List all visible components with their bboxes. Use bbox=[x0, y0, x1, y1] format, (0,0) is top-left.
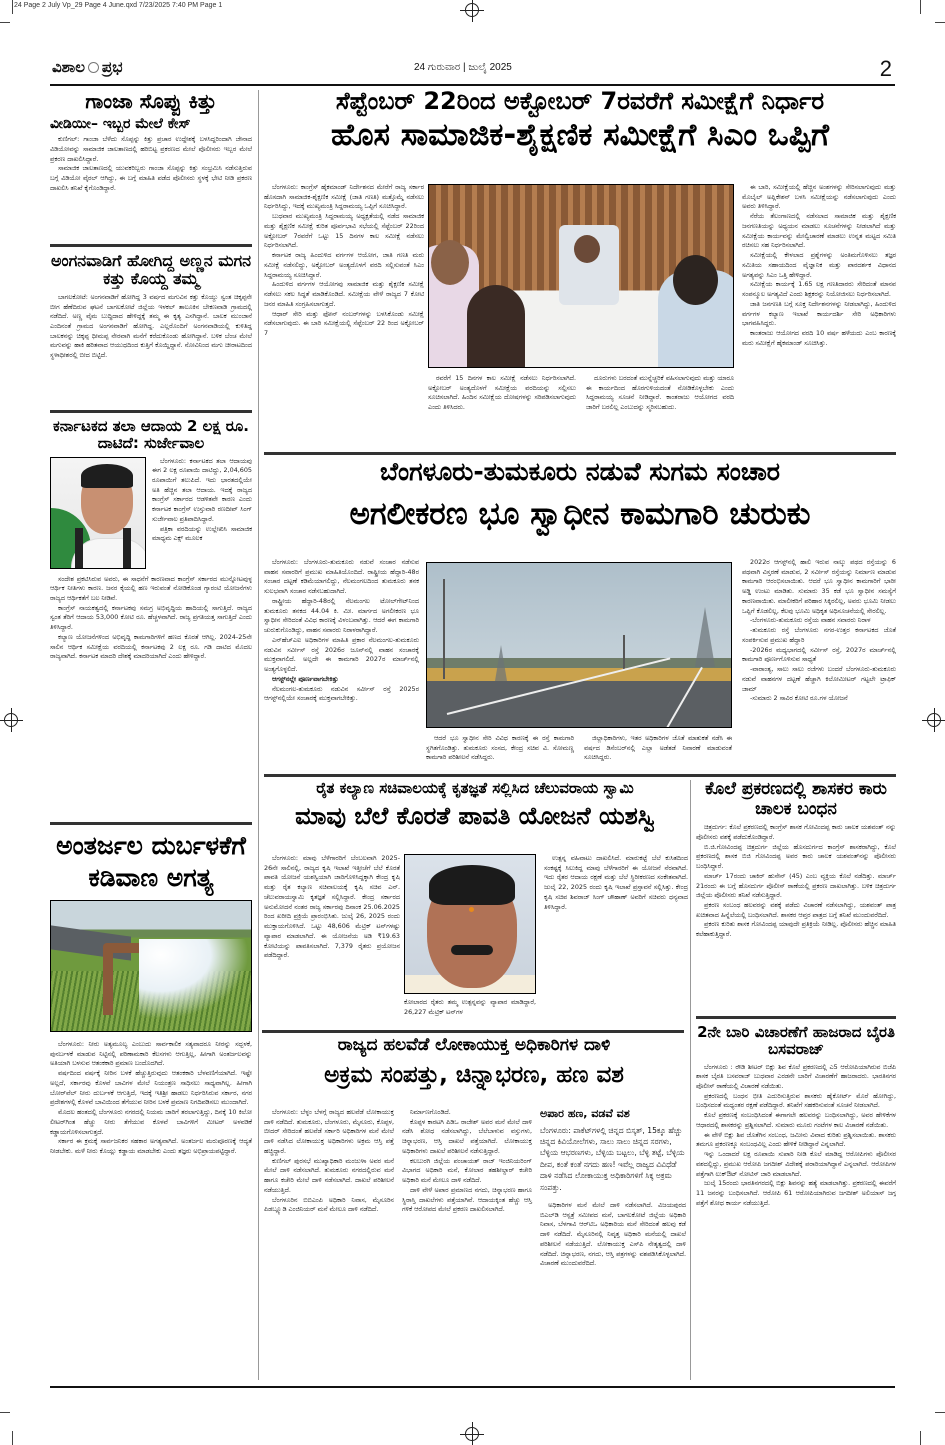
paragraph: ಬೆಂಗಳೂರು: ಬೆಳ್ಳಂ ಬೆಳಗ್ಗೆ ರಾಜ್ಯದ ಹಲವೆಡೆ ಲೋಕಾಯುಕ್ತ ದಾಳಿ ನಡೆದಿದೆ. ತುಮಕೂರು, ಬೆಂಗಳೂರು, ಮೈಸೂರು, ಕೊಪ್ಪಳ, ಬೀದರ್ ಸೇರಿದಂತೆ ಹಲವೆಡೆ ಸರ್ಕಾರಿ ಅಧಿಕಾರಿಗಳ ಮನೆ ಮೇಲೆ ದಾಳಿ ನಡೆಸಿದ ಲೋಕಾಯುಕ್ತ ಅಧಿಕಾರಿಗಳು ಅಕ್ರಮ ಆಸ್ತಿ ಪತ್ತೆ ಹಚ್ಚಿದ್ದಾರೆ. bbox=[264, 1108, 394, 1155]
article-body-col3 bbox=[584, 734, 732, 763]
emblem-icon bbox=[88, 62, 99, 73]
article-body-col1 bbox=[264, 1108, 394, 1215]
paragraph: ರಾಷ್ಟ್ರೀಯ ಹೆದ್ದಾರಿ-48ರಲ್ಲಿ ನೆಲಮಂಗಲ ಟೋಲ್‌ಗೇಟ್‌ನಿಂದ ತುಮಕೂರು ತನಕದ 44.04 ಕಿ. ಮೀ. ಮಾರ್ಗದ ಅಗಲೀಕರಣ ಭೂ ಸ್ವಾಧೀನ ಸೇರಿದಂತೆ ವಿವಿಧ ಕಾರಣಕ್ಕೆ ವಿಳಂಬವಾಗಿತ್ತು. ಆದರೆ ಈಗ ಕಾಮಗಾರಿ ಚುರುಕುಗೊಂಡಿದ್ದು, ವಾಹನ ಸವಾರರು ನಿರಾಳರಾಗಿದ್ದಾರೆ. bbox=[264, 596, 419, 635]
kicker: ರೈತ ಕಲ್ಯಾಣ ಸಚಿವಾಲಯಕ್ಕೆ ಕೃತಜ್ಞತೆ ಸಲ್ಲಿಸಿದ ಚೆಲುವರಾಯ ಸ್ವಾಮಿ bbox=[316, 780, 634, 797]
bullet: -ವಾರಾಂತ್ಯ, ಸಾಲು ಸಾಲು ರಜೆಗಳು ಬಂದರೆ ಬೆಂಗಳೂರು-ತುಮಕೂರು ನಡುವೆ ವಾಹನಗಳ ದಟ್ಟಣೆ ಹೆಚ್ಚಾಗಿ ಕಿಲೋಮೀಟರ್ ಗಟ್ಟಲೇ ಟ್ರಾಫಿಕ್ ಜಾಮ್ bbox=[742, 665, 896, 693]
article-body-side bbox=[152, 457, 252, 545]
registration-mark-icon bbox=[465, 1427, 479, 1441]
article-body bbox=[50, 1040, 252, 1157]
paragraph: ಬಿ.ಜಿ.ಗೋವಿಂದಪ್ಪ ಚಿತ್ರದುರ್ಗ ಜಿಲ್ಲೆಯ ಹೊಸದುರ್ಗದ ಕಾಂಗ್ರೆಸ್ ಶಾಸಕರಾಗಿದ್ದು, ಕೊಲೆ ಪ್ರಕರಣದಲ್ಲಿ ಶಾಸಕ ಬಿಜಿ ಗೋವಿಂದಪ್ಪ ಅವರ ಕಾರು ಚಾಲಕ ಯಶವಂತ್‌ನನ್ನು ಪೊಲೀಸರು ಬಂಧಿಸಿದ್ದಾರೆ. bbox=[696, 842, 896, 871]
story-surjewala bbox=[50, 418, 252, 818]
paragraph: ನೆರೆಯ ತೆಲಂಗಾಣದಲ್ಲಿ ನಡೆಸಲಾದ ಸಾಮಾಜಿಕ ಮತ್ತು ಶೈಕ್ಷಣಿಕ ಜನಗಣತಿಯನ್ನು ಅಧ್ಯಯನ ಮಾಡಲು ಸೂಚನೆಗಳನ್ನು ನೀಡಲಾಗಿದೆ ಮತ್ತು ಸಮೀಕ್ಷೆಯ ಕಾರ್ಯವನ್ನು ಮೇಲ್ವಿಚಾರಣೆ ಮಾಡಲು ಉನ್ನತ ಮಟ್ಟದ ಸಮಿತಿ ರಚಿಸಲು ಸಹ ನಿರ್ಧರಿಸಲಾಗಿದೆ. bbox=[742, 212, 896, 250]
section-rule bbox=[264, 774, 896, 777]
story-survey bbox=[264, 88, 896, 448]
hair-shape bbox=[81, 464, 133, 488]
paragraph: ಬೆಂಗಳೂರು : ರೌಡಿ ಶೀಟರ್ ಬಿಕ್ಲು ಶಿವ ಕೊಲೆ ಪ್ರಕರಣದಲ್ಲಿ ಎ5 ಆರೋಪಿಯಾಗಿರುವ ಬಿಜೆಪಿ ಶಾಸಕ ಬೈರತಿ ಬಸವರಾಜ್ ಬುಧವಾರ ಎರಡನೇ ಬಾರಿಗೆ ವಿಚಾರಣೆಗೆ ಹಾಜರಾದರು. ಭಾರತಿನಗರ ಪೊಲೀಸ್ ಠಾಣೆಯಲ್ಲಿ ವಿಚಾರಣೆ ನಡೆಯಿತು. bbox=[696, 1062, 896, 1090]
paragraph: ಕುಣಿಗಲ್: ಗಾಂಜಾ ಬೆಳೆದು ಸೊಪ್ಪನ್ನು ಕಿತ್ತು ಪ್ರಚಾರ ಉದ್ದೇಶಕ್ಕೆ ಬಳಸಿದ್ದರಿಂದಾಗಿ ಜೇನಾದ ವಿಡಿಯೋವನ್ನು ಸಾಮಾಜಿಕ ಜಾಲತಾಣದಲ್ಲಿ ಹರಿಬಿಟ್ಟ ಪ್ರಕರಣದ ಮೇಲೆ ಪೊಲೀಸರು ಇಬ್ಬರ ಮೇಲೆ ಪ್ರಕರಣ ದಾಖಲಿಸಿದ್ದಾರೆ. bbox=[50, 135, 252, 163]
paragraph: ಆಧಾರ್ ಸೇರಿ ಮತ್ತು ಫೋನ್ ನಂಬರ್‌ಗಳನ್ನು ಬಳಸಿಕೊಂಡು ಸಮೀಕ್ಷೆ ನಡೆಸಲಾಗುವುದು. ಈ ಬಾರಿ ಸಮೀಕ್ಷೆಯಲ್ಲಿ ಸೆಪ್ಟೆಂಬರ್ 22 ರಿಂದ ಅಕ್ಟೋಬರ್ 7 bbox=[264, 309, 424, 338]
paragraph: ಈ ಬಾರಿ, ಸಮೀಕ್ಷೆಯಲ್ಲಿ ಹೆಚ್ಚಿನ ಅಂಶಗಳನ್ನು ಸೇರಿಸಲಾಗುವುದು ಮತ್ತು ಮೊಬೈಲ್ ಅಪ್ಲಿಕೇಶನ್ ಬಳಸಿ ಸಮೀಕ್ಷೆಯನ್ನು ನಡೆಸಲಾಗುವುದು ಎಂದು ಅವರು ತಿಳಿಸಿದ್ದಾರೆ. bbox=[742, 183, 896, 211]
kicker: ಸೆಪ್ಟೆಂಬರ್ 22ರಿಂದ ಅಕ್ಟೋಬರ್ 7ರವರೆಗೆ ಸಮೀಕ್ಷೆಗೆ ನಿರ್ಧಾರ bbox=[335, 88, 825, 115]
page-number: 2 bbox=[879, 56, 892, 81]
paragraph: ಜಾತಿ ಜನಗಣತಿ ಬಗ್ಗೆ ಸೂಕ್ತ ನಿರ್ದೇಶನಗಳನ್ನು ನೀಡಲಾಗಿದ್ದು, ಹಿಂದುಳಿದ ವರ್ಗಗಳ ಕಲ್ಯಾಣ ಇಲಾಖೆ ಕಾರ್ಯದರ್ಶಿ ಸೇರಿ ಅಧಿಕಾರಿಗಳು ಭಾಗವಹಿಸಿದ್ದರು. bbox=[742, 299, 896, 328]
section-rule bbox=[262, 1030, 684, 1033]
print-slug: 24 Page 2 July Vp_29 Page 4 June.qxd 7/23/2025 7:40 PM Page 1 bbox=[14, 2, 223, 9]
paragraph: ನೆಲಮಂಗಲ-ತುಮಕೂರು ನಡುವಿನ ಸರ್ವೀಸ್ ರಸ್ತೆ 2025ರ ಆಗಸ್ಟ್‌ನಲ್ಲಿಯೇ ಸಂಚಾರಕ್ಕೆ ಮುಕ್ತವಾಗಬೇಕಿತ್ತು. bbox=[264, 684, 419, 703]
power-tower-shape bbox=[495, 645, 507, 681]
column-divider bbox=[258, 90, 259, 1380]
story-anganwadi bbox=[50, 252, 252, 402]
surjewala-photo bbox=[50, 457, 146, 569]
lane-marking-shape bbox=[447, 657, 671, 715]
headline: 2ನೇ ಬಾರಿ ವಿಚಾರಣೆಗೆ ಹಾಜರಾದ ಬೈರತಿ ಬಸವರಾಜ್ bbox=[697, 1024, 895, 1059]
paragraph: ಮೊದಲ ಹಂತದಲ್ಲಿ ಬೆಂಗಳೂರು ನಗರದಲ್ಲಿ ನಿಯಮ ಜಾರಿಗೆ ತರಲಾಗುತ್ತಿದ್ದು, ದಿನಕ್ಕೆ 10 ಕಿಲೋ ಲೀಟರ್‌ಗಿಂತ ಹೆಚ್ಚು ನೀರು ತೆಗೆಯುವ ಕೊಳವೆ ಬಾವಿಗಳಿಗೆ ಮೀಟರ್ ಅಳವಡಿಕೆ ಕಡ್ಡಾಯಗೊಳಿಸಲಾಗುತ್ತದೆ. bbox=[50, 1108, 252, 1136]
brand-logo bbox=[52, 58, 122, 76]
section-rule bbox=[50, 822, 252, 825]
paragraph: ಬೆಂಗಳೂರಿನ ಬಿಬಿಎಂಪಿ ಅಧಿಕಾರಿ ನಿವಾಸ, ಮೈಸೂರಿನ ಪಿಡಬ್ಲ್ಯೂಡಿ ಎಂಜಿನಿಯರ್ ಮನೆ ಮೇಲೂ ದಾಳಿ ನಡೆದಿದೆ. bbox=[264, 1195, 394, 1214]
paragraph: ಸಾಮಾಜಿಕ ಜಾಲತಾಣದಲ್ಲಿ ಯುವಕರಿಬ್ಬರು ಗಾಂಜಾ ಸೊಪ್ಪನ್ನು ಕಿತ್ತು ಸಂಭ್ರಮಿಸಿ ನಡೆಸುತ್ತಿರುವ ಬಗ್ಗೆ ವಿಡಿಯೋ ವೈರಲ್ ಆಗಿದ್ದು, ಈ ಬಗ್ಗೆ ಮಾಹಿತಿ ಪಡೆದ ಪೊಲೀಸರು ಸ್ಥಳಕ್ಕೆ ಭೇಟಿ ನೀಡಿ ಪ್ರಕರಣ ದಾಖಲಿಸಿ ತನಿಖೆ ಕೈಗೊಂಡಿದ್ದಾರೆ. bbox=[50, 164, 252, 192]
article-body-col4 bbox=[742, 183, 896, 348]
person-shape bbox=[574, 235, 600, 263]
microphone-icon bbox=[75, 528, 83, 568]
paragraph: ಅಧಿಕಾರಿಗಳ ಮನೆ ಮೇಲೆ ದಾಳಿ ನಡೆಸಲಾಗಿದೆ. ವಿಜಯಪುರದ ಬಿಎಲ್‌ಡಿ ಆಸ್ಪತ್ರೆ ಸಮೀಪದ ಮನೆ, ಬಾಗಲಕೋಟೆ ಜಿಲ್ಲೆಯ ಅಧಿಕಾರಿ ನಿವಾಸ, ಬೆಳಗಾವಿ ಆರ್‌ಟಿಒ ಅಧಿಕಾರಿಯ ಮನೆ ಸೇರಿದಂತೆ ಹಲವು ಕಡೆ ದಾಳಿ ನಡೆದಿದೆ. ಮೈಸೂರಿನಲ್ಲಿ ನಿವೃತ್ತ ಅಧಿಕಾರಿ ಮನೆಯಲ್ಲಿ ದಾಖಲೆ ಪರಿಶೀಲನೆ ನಡೆಯುತ್ತಿದೆ. ಲೋಕಾಯುಕ್ತ ಎಸ್‌ಪಿ ನೇತೃತ್ವದಲ್ಲಿ ದಾಳಿ ನಡೆದಿದೆ. ಚಿನ್ನಾಭರಣ, ನಗದು, ಆಸ್ತಿ ಪತ್ರಗಳನ್ನು ವಶಪಡಿಸಿಕೊಳ್ಳಲಾಗಿದೆ. ವಿಚಾರಣೆ ಮುಂದುವರೆದಿದೆ. bbox=[540, 1200, 686, 1268]
paragraph: ಆಗಸ್ಟ್‌ನಲ್ಲೇ ಪೂರ್ಣವಾಗಬೇಕಿತ್ತು bbox=[272, 674, 339, 683]
article-body bbox=[696, 1063, 896, 1209]
section-rule bbox=[696, 1016, 896, 1019]
paragraph: ಬೆಂಗಳೂರು: ಮಾವು ಬೆಳೆಗಾರರಿಗೆ ಬೆಂಬಲವಾಗಿ 2025-26ನೇ ಸಾಲಿನಲ್ಲಿ, ರಾಜ್ಯದ ಕೃಷಿ ಇಲಾಖೆ ಇತ್ತೀಚೆಗೆ ಬೆಲೆ ಕೊರತೆ ಪಾವತಿ ಯೋಜನೆ ಯಶಸ್ವಿಯಾಗಿ ಜಾರಿಗೊಳಿಸಿದ್ದಕ್ಕಾಗಿ ಕೇಂದ್ರ ಕೃಷಿ ಮತ್ತು ರೈತ ಕಲ್ಯಾಣ ಸಚಿವಾಲಯಕ್ಕೆ ಕೃಷಿ ಸಚಿವ ಎನ್. ಚೆಲುವರಾಯಸ್ವಾಮಿ ಕೃತಜ್ಞತೆ ಸಲ್ಲಿಸಿದ್ದಾರೆ. ಕೇಂದ್ರ ಸರ್ಕಾರದ ಅನುಮೋದನೆ ನಂತರ ರಾಜ್ಯ ಸರ್ಕಾರವು ದಿನಾಂಕ 25.06.2025 ರಿಂದ ಖರೀದಿ ಪ್ರಕ್ರಿಯೆ ಪ್ರಾರಂಭಿಸಿತು. ಜುಲೈ 26, 2025 ರಂದು ಮುಕ್ತಾಯಗೊಳಿಸಿದೆ. ಒಟ್ಟು 48,606 ಮೆಟ್ರಿಕ್ ಟನ್‌ಗಳಷ್ಟು ವ್ಯಾಪಾರ ಮಾಡಲಾಗಿದೆ. ಈ ಯೋಜನೆಯ ಅಡಿ ₹19.63 ಕೋಟಿಯನ್ನು ಪಾವತಿಸಲಾಗಿದೆ. 7,379 ರೈತರು ಪ್ರಯೋಜನ ಪಡೆದಿದ್ದಾರೆ. bbox=[264, 854, 400, 960]
headline: ಹೊಸ ಸಾಮಾಜಿಕ-ಶೈಕ್ಷಣಿಕ ಸಮೀಕ್ಷೆಗೆ ಸಿಎಂ ಒಪ್ಪಿಗೆ bbox=[331, 116, 829, 153]
cm-meeting-photo bbox=[428, 184, 734, 368]
paragraph: ದಾಳಿ ವೇಳೆ ಅಪಾರ ಪ್ರಮಾಣದ ನಗದು, ಚಿನ್ನಾಭರಣ ಹಾಗೂ ಸ್ಥಿರಾಸ್ತಿ ದಾಖಲೆಗಳು ಪತ್ತೆಯಾಗಿವೆ. ಆದಾಯಕ್ಕಿಂತ ಹೆಚ್ಚು ಆಸ್ತಿ ಗಳಿಕೆ ಆರೋಪದ ಮೇಲೆ ಪ್ರಕರಣ ದಾಖಲಿಸಲಾಗಿದೆ. bbox=[402, 1185, 532, 1214]
story-ganja bbox=[50, 90, 252, 238]
paragraph: ಕಲ್ಯಾಣ ಯೋಜನೆಗಳಿಂದ ಅಭಿವೃದ್ಧಿ ಕಾಮಗಾರಿಗಳಿಗೆ ಹಣದ ಕೊರತೆ ಆಗಿಲ್ಲ. 2024-25ನೇ ಸಾಲಿನ ಆರ್ಥಿಕ ಸಮೀಕ್ಷೆಯ ವರದಿಯಲ್ಲಿ ಕರ್ನಾಟಕವು 2 ಲಕ್ಷ ರೂ. ಗಡಿ ದಾಟಿದ ಮೊದಲ ರಾಜ್ಯವಾಗಿದೆ. ಕರ್ನಾಟಕ ಮಾದರಿ ದೇಶಕ್ಕೆ ಮಾದರಿಯಾಗಿದೆ ಎಂದು ಹೇಳಿದ್ದಾರೆ. bbox=[50, 632, 252, 661]
paragraph: ಬುಧವಾರ ಮುಖ್ಯಮಂತ್ರಿ ಸಿದ್ದರಾಮಯ್ಯ ಅಧ್ಯಕ್ಷತೆಯಲ್ಲಿ ನಡೆದ ಸಾಮಾಜಿಕ ಮತ್ತು ಶೈಕ್ಷಣಿಕ ಸಮೀಕ್ಷೆ ಕುರಿತ ಪೂರ್ವಭಾವಿ ಸಭೆಯಲ್ಲಿ ಸೆಪ್ಟೆಂಬರ್ 22ರಿಂದ ಅಕ್ಟೋಬರ್ 7ರವರೆಗೆ ಒಟ್ಟು 15 ದಿನಗಳ ಕಾಲ ಸಮೀಕ್ಷೆ ನಡೆಸಲು ನಿರ್ಧರಿಸಲಾಗಿದೆ. bbox=[264, 212, 424, 250]
top-rule bbox=[50, 84, 895, 86]
paragraph: ಉತ್ಪನ್ನ ವಹಿವಾಟು ದಾಖಲಿಸಿದೆ. ಮಾರುಕಟ್ಟೆ ಬೆಲೆ ಕುಸಿತದಿಂದ ಸಂಕಷ್ಟಕ್ಕೆ ಸಿಲುಕಿದ್ದ ಮಾವು ಬೆಳೆಗಾರರಿಗೆ ಈ ಯೋಜನೆ ನೆರವಾಗಿದೆ. ಇದು ರೈತರ ಆದಾಯ ರಕ್ಷಣೆ ಮತ್ತು ಬೆಲೆ ಸ್ಥಿರೀಕರಣದ ಸಂಕೇತವಾಗಿದೆ. ಜುಲೈ 22, 2025 ರಂದು ಕೃಷಿ ಇಲಾಖೆ ಪ್ರಸ್ತಾವನೆ ಸಲ್ಲಿಸಿತ್ತು. ಕೇಂದ್ರ ಕೃಷಿ ಸಚಿವ ಶಿವರಾಜ್ ಸಿಂಗ್ ಚೌಹಾಣ್ ಅವರಿಗೆ ಸಚಿವರು ಧನ್ಯವಾದ ತಿಳಿಸಿದ್ದಾರೆ. bbox=[544, 854, 688, 911]
article-body-col2 bbox=[426, 734, 574, 763]
paragraph: ಬೆಂಗಳೂರು: ನೀರು ಅತ್ಯಮೂಲ್ಯ ಎಂಬುದು ಸಾರ್ವಕಾಲಿಕ ಸತ್ಯವಾದರೂ ನೀರನ್ನು ಸದ್ಬಳಕೆ, ಪುನರ್ಬಳಕೆ ಮಾಡುವ ನಿಟ್ಟಿನಲ್ಲಿ ಪರಿಣಾಮಕಾರಿ ಕೆಲಸಗಳು ಆಗುತ್ತಿಲ್ಲ, ಹೀಗಾಗಿ ಅಂತರ್ಜಲವನ್ನು ಅತಿಯಾಗಿ ಬಳಸುವ ಆತಂಕಕಾರಿ ಪ್ರಮಾಣ ಬಂದೊದಗಿದೆ. bbox=[50, 1040, 252, 1068]
paragraph: ಕಾಂತರಾಜು ಆಯೋಗದ ವರದಿ 10 ವರ್ಷ ಹಳೆಯದು ಎಂಬ ಕಾರಣಕ್ಕೆ ಮರು ಸಮೀಕ್ಷೆಗೆ ಹೈಕಮಾಂಡ್ ಸೂಚಿಸಿತ್ತು. bbox=[742, 329, 896, 347]
water-shape bbox=[139, 939, 249, 1019]
paragraph: 2022ರ ಆಗಸ್ಟ್‌ನಲ್ಲಿ ಹಾಲಿ ಇರುವ ನಾಲ್ಕು ಪಥದ ರಸ್ತೆಯನ್ನು 6 ಪಥವಾಗಿ ವಿಸ್ತರಣೆ ಮಾಡುವ, 2 ಸರ್ವೀಸ್ ರಸ್ತೆಯನ್ನು ನಿರ್ಮಾಣ ಮಾಡುವ ಕಾಮಗಾರಿ ಆರಂಭಿಸಲಾಯಿತು. ಆದರೆ ಭೂ ಸ್ವಾಧೀನ ಕಾಮಗಾರಿಗೆ ಭಾರೀ ಅಡ್ಡಿ ಉಂಟು ಮಾಡಿತು. ಸುಮಾರು 35 ಕಡೆ ಭೂ ಸ್ವಾಧೀನ ಸಮಸ್ಯೆಗೆ ಕಾರಣವಾಯಿತು. ಮಾಲೀಕರಿಗೆ ಪರಿಹಾರ ಸಿಕ್ಕಿರಲಿಲ್ಲ, ಅವರು ಭೂಮಿ ನೀಡಲು ಒಪ್ಪಿಗೆ ಕೊಡಲಿಲ್ಲ, ಕೆಲವು ಭೂಮಿ ಅಧಿಕೃತ ಅಧಿಸೂಚನೆಯಲ್ಲಿ ಸೇರಲಿಲ್ಲ. bbox=[742, 558, 896, 615]
photo-block bbox=[50, 900, 252, 1040]
paragraph: ಪ್ರಕರಣ ಸಂಬಂಧ ಹಲವರನ್ನು ವಶಕ್ಕೆ ಪಡೆದು ವಿಚಾರಣೆ ನಡೆಸಲಾಗಿದ್ದು, ಯಶವಂತ್ ಪಾತ್ರ ಖಚಿತವಾದ ಹಿನ್ನೆಲೆಯಲ್ಲಿ ಬಂಧಿಸಲಾಗಿದೆ. ಶಾಸಕರ ಆಪ್ತರ ಪಾತ್ರದ ಬಗ್ಗೆ ತನಿಖೆ ಮುಂದುವರೆದಿದೆ. bbox=[696, 900, 896, 919]
power-tower-shape bbox=[695, 607, 715, 667]
article-body-col3 bbox=[586, 374, 734, 413]
subheadline: ವೀಡಿಯೀ– ಇಬ್ಬರ ಮೇಲೆ ಕೇಸ್ bbox=[50, 116, 191, 132]
bullet: -ತುಮಕೂರು ರಸ್ತೆ ಬೆಂಗಳೂರು ನಗರ-ಉತ್ತರ ಕರ್ನಾಟಕದ ಜೊತೆ ಸಂಪರ್ಕಿಸುವ ಪ್ರಮುಖ ಹೆದ್ದಾರಿ bbox=[742, 626, 896, 644]
pipe-shape bbox=[103, 947, 113, 1015]
paragraph: ಕಲಬುರಗಿ ಜಿಲ್ಲೆಯ ಪಂಚಾಯತ್ ರಾಜ್ ಇಂಜಿನಿಯರಿಂಗ್ ವಿಭಾಗದ ಅಧಿಕಾರಿ ಮನೆ, ಕೋಲಾರ ತಹಶೀಲ್ದಾರ್ ಕಚೇರಿ ಅಧಿಕಾರಿ ಮನೆ ಮೇಲೂ ದಾಳಿ ನಡೆದಿದೆ. bbox=[402, 1156, 532, 1185]
paragraph: ಕೊಪ್ಪಳ ಕಾರಟಗಿ ಪಿಡಿಒ ರಾಜೇಶ್ ಅವರ ಮನೆ ಮೇಲೆ ದಾಳಿ ನಡೆಸಿ ಶೋಧ ನಡೆಸಲಾಗಿದ್ದು, ಬೆಲೆಬಾಳುವ ವಸ್ತುಗಳು, ಚಿನ್ನಾಭರಣ, ಆಸ್ತಿ ದಾಖಲೆ ಪತ್ತೆಯಾಗಿದೆ. ಲೋಕಾಯುಕ್ತ ಅಧಿಕಾರಿಗಳು ದಾಖಲೆ ಪರಿಶೀಲನೆ ನಡೆಸುತ್ತಿದ್ದಾರೆ. bbox=[402, 1117, 532, 1155]
paragraph: ಪ್ರಕರಣದಲ್ಲಿ ಬಂಧನ ಭೀತಿ ಎದುರಿಸುತ್ತಿರುವ ಶಾಸಕರು ಹೈಕೋರ್ಟ್ ಮೊರೆ ಹೋಗಿದ್ದು, ಬಂಧಿಸದಂತೆ ಮಧ್ಯಂತರ ರಕ್ಷಣೆ ಪಡೆದಿದ್ದಾರೆ. ತನಿಖೆಗೆ ಸಹಕರಿಸುವಂತೆ ಸೂಚನೆ ನೀಡಲಾಗಿದೆ. bbox=[696, 1091, 896, 1110]
headline: ಅಗಲೀಕರಣ ಭೂ ಸ್ವಾಧೀನ ಕಾಮಗಾರಿ ಚುರುಕು bbox=[349, 495, 811, 532]
paragraph: ಈ ವೇಳೆ ಬಿಕ್ಲು ಶಿವ ಜೊತೆಗಿನ ಸಂಬಂಧ, ಜಮೀನು ವಿವಾದ ಕುರಿತು ಪ್ರಶ್ನಿಸಲಾಯಿತು. ಶಾಸಕರು ತಮಗೂ ಪ್ರಕರಣಕ್ಕೂ ಸಂಬಂಧವಿಲ್ಲ ಎಂದು ಹೇಳಿಕೆ ನೀಡಿದ್ದಾರೆ ಎನ್ನಲಾಗಿದೆ. bbox=[696, 1130, 896, 1149]
paragraph: ಹಿಂದುಳಿದ ವರ್ಗಗಳ ಆಯೋಗವು ಸಾಮಾಜಿಕ ಮತ್ತು ಶೈಕ್ಷಣಿಕ ಸಮೀಕ್ಷೆ ನಡೆಸಲು ಸಕಲ ಸಿದ್ಧತೆ ಮಾಡಿಕೊಂಡಿದೆ. ಸಮೀಕ್ಷೆಯ ವೇಳೆ ರಾಜ್ಯದ 7 ಕೋಟಿ ಜನರ ಮಾಹಿತಿ ಸಂಗ್ರಹಿಸಲಾಗುತ್ತದೆ. bbox=[264, 280, 424, 308]
paragraph: ಆದರೆ ಭೂ ಸ್ವಾಧೀನ ಸೇರಿ ವಿವಿಧ ಕಾರಣಕ್ಕೆ ಈ ರಸ್ತೆ ಕಾಮಗಾರಿ ಸ್ಥಗಿತಗೊಂಡಿತ್ತು. ತುಮಕೂರು ಸಂಸದ, ಕೇಂದ್ರ ಸಚಿವ ವಿ. ಸೋಮಣ್ಣ ಕಾಮಗಾರಿ ಪರಿಶೀಲನೆ ನಡೆಸಿದ್ದರು. bbox=[426, 734, 574, 762]
story-road bbox=[264, 458, 896, 768]
paragraph: ಜಿಲ್ಲಾಧಿಕಾರಿಗಳು, ಇತರ ಅಧಿಕಾರಿಗಳ ಜೊತೆ ಮಾತುಕತೆ ನಡೆಸಿ ಈ ವರ್ಷದ ಡಿಸೆಂಬರ್‌ನಲ್ಲಿ ಎಲ್ಲಾ ಅಡೆತಡೆ ನಿವಾರಣೆ ಮಾಡುವಂತೆ ಸೂಚಿಸಿದ್ದರು. bbox=[584, 734, 732, 762]
registration-mark-icon bbox=[4, 713, 18, 727]
paragraph: ಕರ್ನಾಟಕ ರಾಜ್ಯ ಹಿಂದುಳಿದ ವರ್ಗಗಳ ಆಯೋಗ, ಜಾತಿ ಗಣತಿ ಮರು ಸಮೀಕ್ಷೆ ನಡೆಸಲಿದ್ದು, ಅಕ್ಟೋಬರ್ ಅಂತ್ಯದೊಳಗೆ ವರದಿ ಸಲ್ಲಿಸುವಂತೆ ಸಿಎಂ ಸಿದ್ದರಾಮಯ್ಯ ಸೂಚಿಸಿದ್ದಾರೆ. bbox=[264, 251, 424, 279]
article-body bbox=[50, 575, 252, 663]
article-body-col3 bbox=[540, 1201, 686, 1269]
article-body-col2 bbox=[402, 1108, 532, 1215]
crop-mark bbox=[935, 22, 945, 23]
crop-mark bbox=[935, 1412, 945, 1413]
article-body-col1 bbox=[264, 558, 419, 704]
bullet: -ಬೆಂಗಳೂರು-ತುಮಕೂರು ರಸ್ತೆಯ ವಾಹನ ಸವಾರರು ನಿರಾಳ bbox=[750, 616, 871, 625]
tilak-shape bbox=[469, 907, 474, 912]
article-body-col3 bbox=[544, 854, 688, 912]
pipe-shape bbox=[103, 943, 143, 953]
article-body-col2 bbox=[428, 374, 576, 413]
crop-mark bbox=[0, 22, 10, 23]
paragraph: ಬಾಗಲಕೋಟೆ: ಅಂಗನವಾಡಿಗೆ ಹೋಗಿದ್ದ 3 ವರ್ಷದ ಮಗುವಿನ ಕತ್ತು ಕೊಯ್ದು ಸ್ವಂತ ಚಿಕ್ಕಪ್ಪನೇ ಬೀಗ ಹೆಣೆದಿರುವ ಘಟನೆ ಬಾಗಲಕೋಟೆ ಜಿಲ್ಲೆಯ ಇಳಕಲ್ ತಾಲೂಕಿನ ಬೇಕಣವಾಡಿ ಗ್ರಾಮದಲ್ಲಿ ನಡೆದಿದೆ. ಅಣ್ಣ ವೈಮ ಬುದ್ಧಿದಾದ ಹೇಳಿದ್ದಕ್ಕೆ ತಮ್ಮ ಈ ಕೃತ್ಯ ಎಸಗಿದ್ದಾನೆ. ಬಾಲಕ ಮುಂಜಾನೆ ಎಂದಿನಂತೆ ಗ್ರಾಮದ ಅಂಗನವಾಡಿಗೆ ಹೋಗಿದ್ದ. ಎಲ್ಲರೊಂದಿಗೆ ಅಂಗನವಾಡಿಯಲ್ಲಿ ಕುಳಿತಿದ್ದ ಬಾಲಕನನ್ನು ಚಿಕ್ಕಪ್ಪ ಧೀಮಪ್ಪ ನೇರವಾಗಿ ಮನೆಗೆ ಕರೆದುಕೊಂಡು ಹೋಗಿದ್ದಾನೆ. ಬಳಿಕ ಬೆಂಚ ಮೇಲೆ ಮಗುವನ್ನು ಹಾಕಿ ಹರಿತವಾದ ಆಯುಧದಿಂದ ಕುತ್ತಿಗೆ ಕೊಯ್ದಿದ್ದಾನೆ. ನೋವಿನಿಂದ ಮಗು ಚೀರಾಟದಿಂದ ಸ್ಥಳಾಧೀಶರಲ್ಲಿ ಬೀದ ಬಿಟ್ಟಿದೆ. bbox=[50, 292, 252, 360]
paragraph: ಕೊಲೆ ಪ್ರಕರಣಕ್ಕೆ ಸಂಬಂಧಿಸಿದಂತೆ ಈಗಾಗಲೇ ಹಲವರನ್ನು ಬಂಧಿಸಲಾಗಿದ್ದು, ಅವರ ಹೇಳಿಕೆಗಳ ಆಧಾರದಲ್ಲಿ ಶಾಸಕರನ್ನು ಪ್ರಶ್ನಿಸಲಾಗಿದೆ. ಸುಮಾರು ಮೂರು ಗಂಟೆಗಳ ಕಾಲ ವಿಚಾರಣೆ ನಡೆಯಿತು. bbox=[696, 1111, 896, 1129]
headline: ಗಾಂಜಾ ಸೊಪ್ಪು ಕಿತ್ತು bbox=[85, 90, 217, 113]
crop-mark bbox=[920, 1431, 921, 1445]
headline: ಕರ್ನಾಟಕದ ತಲಾ ಆದಾಯ 2 ಲಕ್ಷ ರೂ. ದಾಟಿದೆ: ಸುರ್ಜೇವಾಲ bbox=[53, 418, 249, 453]
article-body-col4 bbox=[742, 558, 896, 704]
moustache-shape bbox=[451, 945, 493, 955]
section-rule bbox=[264, 452, 896, 455]
sidebar-box bbox=[540, 1108, 686, 1269]
headline: ಅಂಗನವಾಡಿಗೆ ಹೋಗಿದ್ದ ಅಣ್ಣನ ಮಗನ ಕತ್ತು ಕೊಯ್ದ ತಮ್ಮ bbox=[50, 252, 252, 289]
paragraph: ಸರ್ಕಾರ ಈ ಕ್ರಮಕ್ಕೆ ಸಾರ್ವಜನಿಕರ ಸಹಕಾರ ಅಗತ್ಯವಾಗಿದೆ. ಅಂತರ್ಜಲ ಮರುಪೂರಣಕ್ಕೆ ಆದ್ಯತೆ ನೀಡಬೇಕು. ಮಳೆ ನೀರು ಕೊಯ್ಲು ಕಡ್ಡಾಯ ಮಾಡಬೇಕು ಎಂದು ತಜ್ಞರು ಅಭಿಪ್ರಾಯಪಟ್ಟಿದ್ದಾರೆ. bbox=[50, 1137, 252, 1156]
photo-caption: ಕೋಲಾರದ ರೈತರು ತಮ್ಮ ಉತ್ಪನ್ನವನ್ನು ವ್ಯಾಪಾರ ಮಾಡಿದ್ದಾರೆ, 26,227 ಮೆಟ್ರಿಕ್ ಟನ್‌ಗಳ bbox=[404, 998, 536, 1016]
bullet: -2026ರ ಮಧ್ಯಭಾಗದಲ್ಲಿ ಸರ್ವೀಸ್ ರಸ್ತೆ, 2027ರ ಮಾರ್ಚ್‌ನಲ್ಲಿ ಕಾಮಗಾರಿ ಪೂರ್ಣಗೊಳಿಸುವ ಸಾಧ್ಯತೆ bbox=[742, 645, 896, 664]
paragraph: ವರ್ಷದಿಂದ ವರ್ಷಕ್ಕೆ ನೀರಿನ ಬಳಕೆ ಹೆಚ್ಚುತ್ತಿರುವುದು ಆತಂಕಕಾರಿ ಬೆಳವಣಿಗೆಯಾಗಿದೆ. ಇಷ್ಟೇ ಅಲ್ಲದೆ, ಸರ್ಕಾರವು ಕೊಳವೆ ಬಾವಿಗಳ ಮೇಲೆ ನಿಯಂತ್ರಣ ಸಾಧಿಸಲು ಸಾಧ್ಯವಾಗಿಲ್ಲ. ಹೀಗಾಗಿ ಬೋರ್‌ವೆಲ್ ನೀರು ದುರ್ಬಳಕೆ ಆಗುತ್ತಿದೆ, ಇದಕ್ಕೆ ಇತಿಶ್ರೀ ಹಾಡಲು ನಿರ್ಧರಿಸಿರುವ ಸರ್ಕಾರ, ನಗರ ಪ್ರದೇಶಗಳಲ್ಲಿ ಕೊಳವೆ ಬಾವಿಯಿಂದ ತೆಗೆಯುವ ನೀರಿನ ಬಳಕೆ ಪ್ರಮಾಣ ನಿಗದಿಪಡಿಸಲು ಮುಂದಾಗಿದೆ. bbox=[50, 1069, 252, 1107]
lead-block bbox=[50, 457, 252, 575]
paragraph: ಇನ್ನು ಒಂದಾದರೆ ಲಕ್ಷ ರೂಪಾಯಿ ಸುಪಾರಿ ನೀಡಿ ಕೊಲೆ ಮಾಡಿದ್ದ ಆರೋಪಿಗಳು ಪೊಲೀಸರ ವಶದಲ್ಲಿದ್ದು, ಪ್ರಮುಖ ಆರೋಪಿ ಜಗದೀಶ್ ವಿದೇಶಕ್ಕೆ ಪರಾರಿಯಾಗಿದ್ದಾನೆ ಎನ್ನಲಾಗಿದೆ. ಆರೋಪಿಗಳ ಪತ್ತೆಗಾಗಿ ಲುಕ್‌ಔಟ್ ನೋಟಿಸ್ ಜಾರಿ ಮಾಡಲಾಗಿದೆ. bbox=[696, 1150, 896, 1178]
paragraph: ರವರೆಗೆ 15 ದಿನಗಳ ಕಾಲ ಸಮೀಕ್ಷೆ ನಡೆಸಲು ನಿರ್ಧರಿಸಲಾಗಿದೆ. ಅಕ್ಟೋಬರ್ ಅಂತ್ಯದೊಳಗೆ ಸಮೀಕ್ಷೆಯ ವರದಿಯನ್ನು ಸಲ್ಲಿಸಲು ಸೂಚಿಸಲಾಗಿದೆ. ಹಿಂದಿನ ಸಮೀಕ್ಷೆಯ ದೋಷಗಳನ್ನು ಸರಿಪಡಿಸಲಾಗುವುದು ಎಂದು ತಿಳಿಸಿದರು. bbox=[428, 374, 576, 412]
article-body-col1 bbox=[264, 183, 424, 339]
story-kole bbox=[696, 780, 896, 1008]
bottom-rule bbox=[50, 1386, 895, 1388]
article-body bbox=[50, 293, 252, 361]
section-rule bbox=[50, 244, 252, 247]
article-body bbox=[696, 823, 896, 940]
person-shape bbox=[431, 240, 469, 285]
section-rule bbox=[50, 410, 252, 413]
paragraph: ದೂರುಗಳು ಬರದಂತೆ ಮುನ್ನೆಚ್ಚರಿಕೆ ವಹಿಸಲಾಗುವುದು ಮತ್ತು ಯಾರೂ ಈ ಕಾರ್ಯದಿಂದ ಹೊರಗುಳಿಯದಂತೆ ನೋಡಿಕೊಳ್ಳಬೇಕು ಎಂದು ಸಿದ್ದರಾಮಯ್ಯ ಸೂಚನೆ ನೀಡಿದ್ದಾರೆ. ಕಾಂತರಾಜು ಆಯೋಗದ ವರದಿ ಜಾರಿಗೆ ಬರಲಿಲ್ಲ ಎಂಬುದನ್ನು ಸ್ಮರಿಸಬಹುದು. bbox=[586, 374, 734, 412]
story-mango bbox=[262, 780, 688, 1020]
person-shape bbox=[673, 255, 718, 305]
paragraph: ಪತ್ರಿಕಾ ವರದಿಯನ್ನು ಉಲ್ಲೇಖಿಸಿ ಸಾಮಾಜಿಕ ಮಾಧ್ಯಮ ಎಕ್ಸ್ ಮೂಲಕ bbox=[152, 524, 252, 543]
paragraph: ಜುಲೈ 15ರಂದು ಭಾರತಿನಗರದಲ್ಲಿ ಬಿಕ್ಲು ಶಿವನನ್ನು ಹತ್ಯೆ ಮಾಡಲಾಗಿತ್ತು. ಪ್ರಕರಣದಲ್ಲಿ ಈವರೆಗೆ 11 ಜನರನ್ನು ಬಂಧಿಸಲಾಗಿದೆ. ಆರೋಪಿ 61 ಆರೋಪಿಯಾಗಿರುವ ಜಗದೀಶ್ ಅಲಿಯಾಸ್ ಜಗ್ಗ ಪತ್ತೆಗೆ ಶೋಧ ಕಾರ್ಯ ನಡೆಯುತ್ತಿದೆ. bbox=[696, 1179, 896, 1207]
box-title: ಅಪಾರ ಹಣ, ವಡವೆ ವಶ bbox=[540, 1107, 630, 1120]
headline: ಅಂತರ್ಜಲ ದುರ್ಬಳಕೆಗೆ ಕಡಿವಾಣ ಅಗತ್ಯ bbox=[56, 831, 246, 892]
story-byrathi bbox=[696, 1024, 896, 1382]
light-pole-shape bbox=[623, 635, 625, 669]
paragraph: ಎನ್‌ಹೆಚ್‌ಎಐ ಅಧಿಕಾರಿಗಳ ಮಾಹಿತಿ ಪ್ರಕಾರ ನೆಲಮಂಗಲ-ತುಮಕೂರು ನಡುವಿನ ಸರ್ವೀಸ್ ರಸ್ತೆ 2026ರ ಜೂನ್‌ನಲ್ಲಿ ವಾಹನ ಸಂಚಾರಕ್ಕೆ ಮುಕ್ತವಾಗಲಿದೆ. ಅಲ್ಲದೇ ಈ ಕಾಮಗಾರಿ 2027ರ ಮಾರ್ಚ್‌ನಲ್ಲಿ ಅಂತ್ಯಗೊಳ್ಳಲಿದೆ. bbox=[264, 635, 419, 674]
registration-mark-icon bbox=[927, 713, 941, 727]
paragraph: ಕುಣಿಗಲ್ ಪುರಸಭೆ ಮುಖ್ಯಾಧಿಕಾರಿ ಮಂಜುಳಾ ಅವರ ಮನೆ ಮೇಲೆ ದಾಳಿ ನಡೆಸಲಾಗಿದೆ. ತುಮಕೂರು ನಗರದಲ್ಲಿರುವ ಮನೆ ಹಾಗೂ ಕಚೇರಿ ಮೇಲೆ ದಾಳಿ ನಡೆಸಲಾಗಿದೆ. ದಾಖಲೆ ಪರಿಶೀಲನೆ ನಡೆಯುತ್ತಿದೆ. bbox=[264, 1156, 394, 1194]
kicker: ರಾಜ್ಯದ ಹಲವೆಡೆ ಲೋಕಾಯುಕ್ತ ಅಧಿಕಾರಿಗಳ ದಾಳಿ bbox=[337, 1036, 611, 1055]
paragraph: ಕಾಂಗ್ರೆಸ್ ನಾಯಕತ್ವದಲ್ಲಿ ಕರ್ನಾಟಕವು ಸಮಗ್ರ ಅಭಿವೃದ್ಧಿಯ ಹಾದಿಯಲ್ಲಿ ಸಾಗುತ್ತಿದೆ. ರಾಜ್ಯದ ಸ್ವಂತ ತೆರಿಗೆ ಆದಾಯ 53,000 ಕೋಟಿ ರೂ. ಹೆಚ್ಚಳವಾಗಿದೆ. ರಾಜ್ಯ ಪ್ರಗತಿಯತ್ತ ಸಾಗುತ್ತಿದೆ ಎಂದು ತಿಳಿಸಿದ್ದಾರೆ. bbox=[50, 603, 252, 632]
light-pole-shape bbox=[443, 579, 445, 679]
box-text: ಬೆಂಗಳೂರು: ಪಾಕೆಟ್‌ಗಳಲ್ಲಿ ಚಿನ್ನದ ಬಿಸ್ಕತ್, 15ಕ್ಕೂ ಹೆಚ್ಚು ಚಿನ್ನದ ಕಿವಿಯೋಲೆಗಳು, ಸಾಲು ಸಾಲು ಚಿನ್ನದ ಸರಗಳು, ಬೆಳ್ಳಿಯ ಆಭರಣಗಳು, ಬೆಳ್ಳಿಯ ಬಟ್ಟಲು, ಬೆಳ್ಳಿ ತಟ್ಟೆ, ಬೆಳ್ಳಿಯ ದೀಪ, ಕಂತೆ ಕಂತೆ ನಗದು ಹಣ! ಇವೆಲ್ಲ ರಾಜ್ಯದ ವಿವಿಧೆಡೆ ದಾಳಿ ನಡೆಸಿದ ಲೋಕಾಯುಕ್ತ ಅಧಿಕಾರಿಗಳಿಗೆ ಸಿಕ್ಕ ಅಕ್ರಮ ಸಂಪತ್ತು. bbox=[540, 1125, 685, 1192]
headline: ಅಕ್ರಮ ಸಂಪತ್ತು, ಚಿನ್ನಾಭರಣ, ಹಣ ವಶ bbox=[324, 1061, 624, 1088]
minister-photo bbox=[404, 854, 536, 994]
highway-photo bbox=[426, 562, 732, 728]
paragraph: ಸಂದೇಶ ಪ್ರಕಟಿಸಿರುವ ಅವರು, ಈ ಸಾಧನೆಗೆ ಕಾರಣವಾದ ಕಾಂಗ್ರೆಸ್ ಸರ್ಕಾರದ ಮುನ್ನೋಟವುಳ್ಳ ಆರ್ಥಿಕ ನೀತಿಗಳು ಕಾರಣ. ಜನರ ಕೈಯಲ್ಲಿ ಹಣ ಇರುವಂತೆ ನೋಡಿಕೊಂಡ ಗ್ಯಾರಂಟಿ ಯೋಜನೆಗಳು ರಾಜ್ಯದ ಆರ್ಥಿಕತೆಗೆ ಬಲ ನೀಡಿವೆ. bbox=[50, 574, 252, 602]
paragraph: ಬೆಂಗಳೂರು: ಕರ್ನಾಟಕದ ತಲಾ ಆದಾಯವು ಈಗ 2 ಲಕ್ಷ ರೂಪಾಯಿ ದಾಟಿದ್ದು, 2,04,605 ರೂಪಾಯಿಗೆ ತಲುಪಿದೆ. ಇದು ಭಾರತದಲ್ಲಿಯೇ ಅತಿ ಹೆಚ್ಚಿನ ತಲಾ ಆದಾಯ. ಇದಕ್ಕೆ ರಾಜ್ಯದ ಕಾಂಗ್ರೆಸ್ ಸರ್ಕಾರದ ಆಡಳಿತವೇ ಕಾರಣ ಎಂದು ಕರ್ನಾಟಕ ಕಾಂಗ್ರೆಸ್ ಉಸ್ತುವಾರಿ ರಣದೀಪ್ ಸಿಂಗ್ ಸುರ್ಜೇವಾಲ ಪ್ರತಿಪಾದಿಸಿದ್ದಾರೆ. bbox=[152, 456, 252, 523]
lane-marking-shape bbox=[666, 667, 703, 728]
hair-shape bbox=[429, 865, 515, 905]
paragraph: ಬೆಂಗಳೂರು: ಕಾಂಗ್ರೆಸ್ ಹೈಕಮಾಂಡ್ ನಿರ್ದೇಶನದ ಮೇರೆಗೆ ರಾಜ್ಯ ಸರ್ಕಾರ ಹೊಸದಾಗಿ ಸಾಮಾಜಿಕ-ಶೈಕ್ಷಣಿಕ ಸಮೀಕ್ಷೆ (ಜಾತಿ ಗಣತಿ) ಮತ್ತೊಮ್ಮೆ ನಡೆಸಲು ನಿರ್ಧರಿಸಿದ್ದು, ಇದಕ್ಕೆ ಮುಖ್ಯಮಂತ್ರಿ ಸಿದ್ದರಾಮಯ್ಯ ಒಪ್ಪಿಗೆ ಸೂಚಿಸಿದ್ದಾರೆ. bbox=[264, 183, 424, 211]
paragraph: ಪ್ರಕರಣ ಕುರಿತು ಶಾಸಕ ಗೋವಿಂದಪ್ಪ ಯಾವುದೇ ಪ್ರತಿಕ್ರಿಯೆ ನೀಡಿಲ್ಲ. ಪೊಲೀಸರು ಹೆಚ್ಚಿನ ಮಾಹಿತಿ ಕಲೆಹಾಕುತ್ತಿದ್ದಾರೆ. bbox=[696, 920, 896, 939]
brand-name-right: ಪ್ರಭ bbox=[101, 58, 123, 76]
microphone-icon bbox=[123, 528, 131, 568]
paragraph: ನಿರ್ಮಾಣಗೊಂಡಿದೆ. bbox=[410, 1108, 451, 1116]
story-antarjala bbox=[50, 830, 252, 1382]
headline: ಮಾವು ಬೆಲೆ ಕೊರತೆ ಪಾವತಿ ಯೋಜನೆ ಯಶಸ್ವಿ bbox=[295, 802, 655, 831]
kicker: ಬೆಂಗಳೂರು-ತುಮಕೂರು ನಡುವೆ ಸುಗಮ ಸಂಚಾರ bbox=[379, 458, 781, 486]
masthead bbox=[52, 56, 892, 84]
paragraph: ಸಮೀಕ್ಷೆಯಲ್ಲಿ ಕೇಳಲಾದ ಪ್ರಶ್ನೆಗಳನ್ನು ಅಂತಿಮಗೊಳಿಸಲು ತಜ್ಞರ ಸಮಿತಿಯ ಸಹಾಯದಿಂದ ವೈಜ್ಞಾನಿಕ ಮತ್ತು ಪಾರದರ್ಶಕ ವಿಧಾನದ ಅಗತ್ಯವನ್ನು ಸಿಎಂ ಒತ್ತಿ ಹೇಳಿದ್ದಾರೆ. bbox=[742, 251, 896, 279]
paragraph: ಮಾರ್ಚ್ 17ರಂದು ಚಾಕಿರ್ ಹುಸೇನ್ (45) ಎಂಬ ವ್ಯಕ್ತಿಯ ಕೊಲೆ ನಡೆದಿತ್ತು. ಮಾರ್ಚ್ 21ರಂದು ಈ ಬಗ್ಗೆ ಹೊಸದುರ್ಗ ಪೊಲೀಸ್ ಠಾಣೆಯಲ್ಲಿ ಪ್ರಕರಣ ದಾಖಲಾಗಿತ್ತು. ಬಳಿಕ ಚಿತ್ರದುರ್ಗ ಜಿಲ್ಲೆಯ ಪೊಲೀಸರು ತನಿಖೆ ನಡೆಸುತ್ತಿದ್ದಾರೆ. bbox=[696, 871, 896, 900]
crop-mark bbox=[12, 1431, 13, 1445]
article-body bbox=[50, 135, 252, 193]
column-divider bbox=[690, 780, 691, 1380]
story-lokayukta bbox=[262, 1036, 686, 1382]
bullet: -ಸುಮಾರು 2 ಸಾವಿರ ಕೋಟಿ ರೂ.ಗಳ ಯೋಜನೆ bbox=[750, 694, 848, 703]
dateline: 24 ಗುರುವಾರ | ಜುಲೈ 2025 bbox=[414, 62, 512, 73]
crop-mark bbox=[920, 0, 921, 14]
crop-mark bbox=[0, 1412, 10, 1413]
article-body-col1 bbox=[264, 854, 400, 961]
paragraph: ಸಮೀಕ್ಷೆಯ ಕಾರ್ಯಕ್ಕೆ 1.65 ಲಕ್ಷ ಗಣತಿದಾರರು ಸೇರಿದಂತೆ ಮಾನವ ಸಂಪನ್ಮೂಲ ಅಗತ್ಯವಿದೆ ಎಂದು ಶಿಕ್ಷಕರನ್ನು ನಿಯೋಜಿಸಲು ನಿರ್ಧರಿಸಲಾಗಿದೆ. bbox=[742, 280, 896, 299]
headline: ಕೊಲೆ ಪ್ರಕರಣದಲ್ಲಿ ಶಾಸಕರ ಕಾರು ಚಾಲಕ ಬಂಧನ bbox=[705, 780, 887, 819]
registration-mark-icon bbox=[465, 3, 479, 17]
crop-mark bbox=[12, 0, 13, 14]
water-pump-photo bbox=[50, 900, 252, 1032]
paragraph: ಬೆಂಗಳೂರು: ಬೆಂಗಳೂರು-ತುಮಕೂರು ನಡುವೆ ಸಂಚಾರ ನಡೆಸುವ ವಾಹನ ಸವಾರರಿಗೆ ಪ್ರಮುಖ ಮಾಹಿತಿಯೊಂದಿದೆ. ರಾಷ್ಟ್ರೀಯ ಹೆದ್ದಾರಿ-48ರ ಸಂಚಾರ ದಟ್ಟಣೆ ಕಡಿಮೆಯಾಗಲಿದ್ದು, ನೆಲಮಂಗಲದಿಂದ ತುಮಕೂರು ತನಕ ಸುಲಭವಾಗಿ ಸಂಚಾರ ನಡೆಸಬಹುದಾಗಿದೆ. bbox=[264, 558, 419, 596]
brand-name-left: ವಿಶಾಲ bbox=[52, 58, 85, 76]
paragraph: ಚಿತ್ರದುರ್ಗ: ಕೊಲೆ ಪ್ರಕರಣದಲ್ಲಿ ಕಾಂಗ್ರೆಸ್ ಶಾಸಕ ಗೋವಿಂದಪ್ಪ ಕಾರು ಚಾಲಕ ಯಶವಂತ್ ನನ್ನು ಪೊಲೀಸರು ವಶಕ್ಕೆ ಪಡೆದುಕೊಂಡಿದ್ದಾರೆ. bbox=[696, 823, 896, 841]
person-shape bbox=[467, 285, 525, 368]
